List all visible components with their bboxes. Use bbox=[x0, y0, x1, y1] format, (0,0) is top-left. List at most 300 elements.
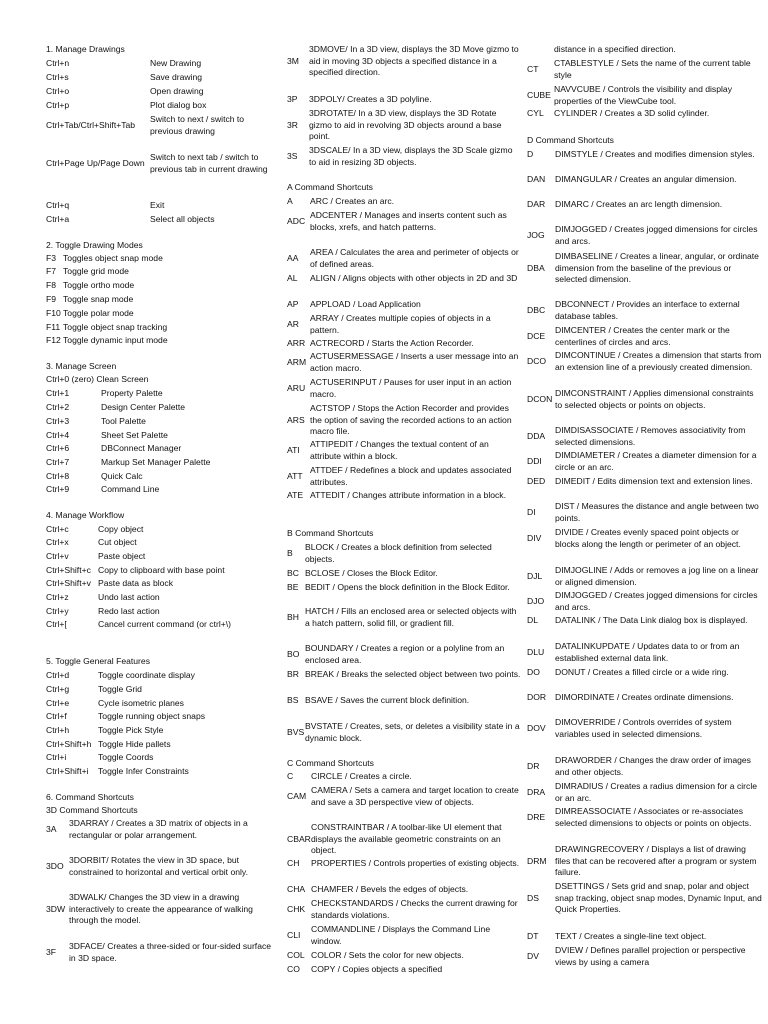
shortcut-key: BE bbox=[287, 582, 299, 592]
shortcut-row bbox=[527, 325, 763, 348]
shortcut-description: BVSTATE / Creates, sets, or deletes a visibility state in a dynamic block. bbox=[305, 721, 520, 743]
shortcut-description: ACTSTOP / Stops the Action Recorder and provides the option of saving the recorded actions to an action macro file. bbox=[310, 403, 512, 437]
shortcut-key: DRM bbox=[527, 855, 547, 866]
shortcut-description: Save drawing bbox=[150, 72, 203, 82]
shortcut-row bbox=[527, 717, 763, 740]
shortcut-row bbox=[287, 439, 521, 462]
shortcut-key: CAM bbox=[287, 790, 307, 801]
shortcut-description: DSETTINGS / Sets grid and snap, polar and object snap tracking, object snap modes, Dynamic Input, and Quick Properties. bbox=[555, 881, 762, 915]
shortcut-row bbox=[46, 941, 272, 964]
shortcut-description: CIRCLE / Creates a circle. bbox=[311, 771, 412, 781]
shortcut-row bbox=[287, 721, 521, 744]
shortcut-key: DT bbox=[527, 931, 539, 941]
shortcut-key: Ctrl+d bbox=[46, 670, 70, 680]
shortcut-key: Ctrl+n bbox=[46, 58, 70, 68]
shortcut-key: CBAR bbox=[287, 833, 311, 844]
shortcut-key: Ctrl+z bbox=[46, 592, 69, 602]
section-heading: A Command Shortcuts bbox=[287, 182, 373, 192]
shortcut-key: DCE bbox=[527, 330, 546, 341]
shortcut-row bbox=[527, 388, 763, 411]
shortcut-row bbox=[46, 524, 272, 536]
shortcut-description: CHAMFER / Bevels the edges of objects. bbox=[311, 884, 469, 894]
shortcut-key: DAN bbox=[527, 174, 546, 184]
shortcut-row bbox=[527, 58, 763, 81]
shortcut-key: ARU bbox=[287, 382, 306, 393]
shortcut-row bbox=[527, 781, 763, 804]
shortcut-description: DBConnect Manager bbox=[101, 443, 182, 453]
shortcut-row bbox=[527, 199, 763, 211]
shortcut-row bbox=[46, 537, 272, 549]
shortcut-key: AP bbox=[287, 299, 299, 309]
shortcut-row bbox=[46, 606, 272, 618]
shortcut-key: DR bbox=[527, 760, 540, 771]
shortcut-row bbox=[287, 313, 521, 336]
shortcut-key: Ctrl+a bbox=[46, 214, 70, 224]
shortcut-row bbox=[287, 582, 521, 594]
shortcut-key: Ctrl+4 bbox=[46, 430, 70, 440]
shortcut-description: ARC / Creates an arc. bbox=[310, 196, 395, 206]
shortcut-row bbox=[287, 145, 521, 168]
shortcut-description: HATCH / Fills an enclosed area or selected objects with a hatch pattern, solid fill, or gradient fill. bbox=[305, 606, 517, 628]
shortcut-row bbox=[46, 335, 272, 347]
shortcut-key: AR bbox=[287, 318, 299, 329]
shortcut-key: 3P bbox=[287, 94, 298, 104]
shortcut-row bbox=[46, 565, 272, 577]
shortcut-description: Toggle Pick Style bbox=[98, 725, 164, 735]
shortcut-row bbox=[527, 108, 763, 120]
shortcut-row bbox=[527, 667, 763, 679]
shortcut-key: CH bbox=[287, 858, 300, 868]
shortcut-key: ARM bbox=[287, 356, 307, 367]
shortcut-row bbox=[287, 898, 521, 921]
shortcut-description: ADCENTER / Manages and inserts content such as blocks, xrefs, and hatch patterns. bbox=[310, 210, 507, 232]
shortcut-key: CLI bbox=[287, 929, 301, 940]
shortcut-key: Ctrl+g bbox=[46, 684, 70, 694]
shortcut-key: C bbox=[287, 771, 294, 781]
shortcut-description: COPY / Copies objects a specified bbox=[311, 964, 443, 974]
shortcut-key: Ctrl+i bbox=[46, 752, 67, 762]
shortcut-description: DBCONNECT / Provides an interface to external database tables. bbox=[555, 299, 740, 321]
shortcut-key: DDI bbox=[527, 455, 542, 466]
shortcut-description: BREAK / Breaks the selected object between two points. bbox=[305, 669, 521, 679]
shortcut-key: F3 bbox=[46, 253, 57, 263]
shortcut-key: ARR bbox=[287, 338, 306, 348]
shortcut-description: BLOCK / Creates a block definition from selected objects. bbox=[305, 542, 492, 564]
shortcut-description: Toggle grid mode bbox=[63, 266, 129, 276]
shortcut-description: Quick Calc bbox=[101, 471, 143, 481]
shortcut-row bbox=[46, 711, 272, 723]
shortcut-row bbox=[287, 94, 521, 106]
shortcut-row bbox=[46, 152, 272, 175]
shortcut-description: ATTEDIT / Changes attribute information in a block. bbox=[310, 490, 506, 500]
shortcut-row bbox=[287, 210, 521, 233]
shortcut-key: BC bbox=[287, 568, 299, 578]
shortcut-description: BEDIT / Opens the block definition in the Block Editor. bbox=[305, 582, 510, 592]
shortcut-key: CHA bbox=[287, 884, 306, 894]
shortcut-description: Toggle ortho mode bbox=[63, 280, 135, 290]
shortcut-row bbox=[287, 643, 521, 666]
shortcut-description: Redo last action bbox=[98, 606, 160, 616]
shortcut-row bbox=[287, 338, 521, 350]
shortcut-row bbox=[287, 273, 521, 285]
shortcut-row bbox=[527, 945, 763, 968]
shortcut-key: Ctrl+c bbox=[46, 524, 69, 534]
shortcut-row bbox=[527, 350, 763, 373]
shortcut-description: 3DROTATE/ In a 3D view, displays the 3D Rotate gizmo to aid in revolving 3D objects around a base point. bbox=[309, 108, 502, 142]
shortcut-key: ATI bbox=[287, 444, 300, 455]
shortcut-row bbox=[46, 402, 272, 414]
shortcut-key: Ctrl+p bbox=[46, 100, 70, 110]
shortcut-key: Ctrl+v bbox=[46, 551, 69, 561]
shortcut-description: BCLOSE / Closes the Block Editor. bbox=[305, 568, 438, 578]
shortcut-description: 3DFACE/ Creates a three-sided or four-sided surface in 3D space. bbox=[69, 941, 272, 963]
shortcut-key: BS bbox=[287, 695, 299, 705]
shortcut-description: PROPERTIES / Controls properties of existing objects. bbox=[311, 858, 520, 868]
shortcut-description: Toggle object snap tracking bbox=[63, 322, 168, 332]
shortcut-key: Ctrl+h bbox=[46, 725, 70, 735]
shortcut-row bbox=[46, 308, 272, 320]
shortcut-row bbox=[527, 476, 763, 488]
shortcut-key: AL bbox=[287, 273, 298, 283]
shortcut-description: DRAWORDER / Changes the draw order of images and other objects. bbox=[555, 755, 751, 777]
section-heading: Ctrl+0 (zero) Clean Screen bbox=[46, 374, 149, 384]
shortcut-key: 3M bbox=[287, 55, 299, 66]
shortcut-key: DIV bbox=[527, 532, 542, 543]
shortcut-description: Open drawing bbox=[150, 86, 204, 96]
shortcut-description: DIMJOGLINE / Adds or removes a jog line on a linear or aligned dimension. bbox=[555, 565, 759, 587]
shortcut-description: DRAWINGRECOVERY / Displays a list of drawing files that can be recovered after a program or system failure. bbox=[555, 844, 757, 878]
shortcut-description: CYLINDER / Creates a 3D solid cylinder. bbox=[554, 108, 710, 118]
shortcut-row bbox=[46, 670, 272, 682]
section-heading: 3. Manage Screen bbox=[46, 361, 117, 371]
shortcut-description: ARRAY / Creates multiple copies of objects in a pattern. bbox=[310, 313, 491, 335]
shortcut-key: Ctrl+[ bbox=[46, 619, 67, 629]
shortcut-row bbox=[46, 457, 272, 469]
shortcut-key: DOR bbox=[527, 692, 547, 702]
shortcut-description: DIMEDIT / Edits dimension text and extension lines. bbox=[555, 476, 753, 486]
shortcut-key: CUBE bbox=[527, 89, 551, 100]
shortcut-description: Design Center Palette bbox=[101, 402, 186, 412]
shortcut-row bbox=[46, 294, 272, 306]
shortcut-row bbox=[287, 377, 521, 400]
shortcut-key: Ctrl+Shift+h bbox=[46, 739, 92, 749]
shortcut-description: DATALINK / The Data Link dialog box is displayed. bbox=[555, 615, 748, 625]
shortcut-key: D bbox=[527, 149, 534, 159]
shortcut-key: DBC bbox=[527, 304, 546, 315]
shortcut-key: Ctrl+Shift+i bbox=[46, 766, 89, 776]
shortcut-row bbox=[46, 58, 272, 70]
shortcut-key: 3DW bbox=[46, 903, 66, 914]
shortcut-key: DCON bbox=[527, 393, 553, 404]
shortcut-description: distance in a specified direction. bbox=[554, 44, 676, 54]
shortcut-row bbox=[527, 931, 763, 943]
shortcut-key: Ctrl+1 bbox=[46, 388, 70, 398]
shortcut-row bbox=[46, 484, 272, 496]
shortcut-key: DDA bbox=[527, 430, 546, 441]
shortcut-key: ATT bbox=[287, 470, 303, 481]
shortcut-description: DIMBASELINE / Creates a linear, angular, or ordinate dimension from the baseline of the previous or selected dimension. bbox=[555, 251, 759, 285]
shortcut-key: F12 bbox=[46, 335, 61, 345]
shortcut-description: DIMREASSOCIATE / Associates or re-associates selected dimensions to objects or points on objects. bbox=[555, 806, 752, 828]
shortcut-key: CO bbox=[287, 964, 300, 974]
shortcut-description: ACTRECORD / Starts the Action Recorder. bbox=[310, 338, 474, 348]
shortcut-row bbox=[527, 224, 763, 247]
shortcut-row bbox=[287, 542, 521, 565]
shortcut-key: COL bbox=[287, 950, 305, 960]
shortcut-key: 3F bbox=[46, 946, 57, 957]
shortcut-description: ALIGN / Aligns objects with other objects in 2D and 3D bbox=[310, 273, 518, 283]
shortcut-key: B bbox=[287, 547, 293, 558]
shortcut-key: Ctrl+q bbox=[46, 200, 70, 210]
shortcut-row bbox=[527, 425, 763, 448]
shortcut-row bbox=[287, 858, 521, 870]
shortcut-key: BVS bbox=[287, 726, 305, 737]
shortcut-key: AA bbox=[287, 252, 299, 263]
shortcut-description: Cut object bbox=[98, 537, 137, 547]
shortcut-row bbox=[527, 251, 763, 286]
shortcut-description: COMMANDLINE / Displays the Command Line window. bbox=[311, 924, 491, 946]
shortcut-description: DIMCONTINUE / Creates a dimension that starts from an extension line of a previously created dimension. bbox=[555, 350, 762, 372]
shortcut-key: DRE bbox=[527, 811, 546, 822]
shortcut-row bbox=[46, 388, 272, 400]
shortcut-key: Ctrl+3 bbox=[46, 416, 70, 426]
shortcut-row bbox=[46, 322, 272, 334]
shortcut-description: Cancel current command (or ctrl+\) bbox=[98, 619, 232, 629]
section-heading: C Command Shortcuts bbox=[287, 758, 374, 768]
shortcut-key: CHK bbox=[287, 903, 306, 914]
shortcut-row bbox=[46, 818, 272, 841]
shortcut-row bbox=[287, 247, 521, 270]
shortcut-description: Undo last action bbox=[98, 592, 160, 602]
shortcut-description: New Drawing bbox=[150, 58, 202, 68]
shortcut-key: F10 bbox=[46, 308, 61, 318]
shortcut-row bbox=[46, 892, 272, 927]
shortcut-row bbox=[46, 266, 272, 278]
shortcut-description: Tool Palette bbox=[101, 416, 146, 426]
shortcut-key: Ctrl+Page Up/Page Down bbox=[46, 157, 145, 168]
shortcut-key: Ctrl+Tab/Ctrl+Shift+Tab bbox=[46, 119, 136, 130]
shortcut-key: Ctrl+6 bbox=[46, 443, 70, 453]
shortcut-row bbox=[527, 692, 763, 704]
shortcut-row bbox=[46, 739, 272, 751]
shortcut-row bbox=[46, 698, 272, 710]
shortcut-key: Ctrl+Shift+c bbox=[46, 565, 91, 575]
shortcut-key: DRA bbox=[527, 786, 546, 797]
shortcut-description: Copy to clipboard with base point bbox=[98, 565, 225, 575]
shortcut-row bbox=[287, 108, 521, 143]
shortcut-row bbox=[287, 822, 521, 857]
shortcut-description: COLOR / Sets the color for new objects. bbox=[311, 950, 464, 960]
shortcut-description: 3DSCALE/ In a 3D view, displays the 3D Scale gizmo to aid in resizing 3D objects. bbox=[309, 145, 513, 167]
shortcut-key: BR bbox=[287, 669, 299, 679]
shortcut-row bbox=[46, 578, 272, 590]
shortcut-description: BOUNDARY / Creates a region or a polyline from an enclosed area. bbox=[305, 643, 505, 665]
shortcut-description: Markup Set Manager Palette bbox=[101, 457, 211, 467]
shortcut-description: DIMCONSTRAINT / Applies dimensional constraints to selected objects or points on objects. bbox=[555, 388, 754, 410]
shortcut-row bbox=[287, 403, 521, 438]
shortcut-row bbox=[527, 450, 763, 473]
shortcut-key: Ctrl+o bbox=[46, 86, 70, 96]
shortcut-key: DAR bbox=[527, 199, 546, 209]
shortcut-description: 3DMOVE/ In a 3D view, displays the 3D Move gizmo to aid in moving 3D objects a specified distance in a specified direction. bbox=[309, 44, 519, 78]
section-heading: 4. Manage Workflow bbox=[46, 510, 125, 520]
shortcut-description: DIMARC / Creates an arc length dimension. bbox=[555, 199, 723, 209]
shortcut-description: DIMRADIUS / Creates a radius dimension for a circle or an arc. bbox=[555, 781, 758, 803]
shortcut-key: Ctrl+e bbox=[46, 698, 70, 708]
shortcut-key: Ctrl+x bbox=[46, 537, 69, 547]
shortcut-key: BH bbox=[287, 611, 299, 622]
shortcut-description: CONSTRAINTBAR / A toolbar-like UI element that displays the available geometric constraints on an object. bbox=[311, 822, 502, 856]
shortcut-key: Ctrl+y bbox=[46, 606, 69, 616]
shortcut-description: Paste data as block bbox=[98, 578, 174, 588]
shortcut-description: DIMSTYLE / Creates and modifies dimension styles. bbox=[555, 149, 755, 159]
shortcut-key: DOV bbox=[527, 722, 546, 733]
shortcut-row bbox=[527, 615, 763, 627]
shortcut-description: Toggle coordinate display bbox=[98, 670, 195, 680]
shortcut-key: CYL bbox=[527, 108, 544, 118]
shortcut-row bbox=[46, 114, 272, 137]
shortcut-description: DVIEW / Defines parallel projection or perspective views by using a camera bbox=[555, 945, 746, 967]
shortcut-description: Cycle isometric planes bbox=[98, 698, 184, 708]
shortcut-description: Copy object bbox=[98, 524, 144, 534]
shortcut-description: DIMOVERRIDE / Controls overrides of system variables used in selected dimensions. bbox=[555, 717, 732, 739]
shortcut-key: F9 bbox=[46, 294, 57, 304]
shortcut-row bbox=[287, 351, 521, 374]
shortcut-key: 3A bbox=[46, 823, 57, 834]
shortcut-description: BSAVE / Saves the current block definition. bbox=[305, 695, 470, 705]
shortcut-row bbox=[527, 755, 763, 778]
shortcut-description: 3DWALK/ Changes the 3D view in a drawing interactively to create the appearance of walking through the model. bbox=[69, 892, 253, 926]
shortcut-row bbox=[527, 84, 763, 107]
shortcut-row bbox=[46, 214, 272, 226]
shortcut-key: Ctrl+9 bbox=[46, 484, 70, 494]
shortcut-description: CHECKSTANDARDS / Checks the current drawing for standards violations. bbox=[311, 898, 518, 920]
shortcut-key: A bbox=[287, 196, 293, 206]
shortcut-row bbox=[46, 430, 272, 442]
shortcut-key: DI bbox=[527, 506, 536, 517]
shortcut-description: Command Line bbox=[101, 484, 160, 494]
shortcut-description: CAMERA / Sets a camera and target location to create and save a 3D perspective view of objects. bbox=[311, 785, 519, 807]
shortcut-description: Toggle Coords bbox=[98, 752, 154, 762]
shortcut-key: DO bbox=[527, 667, 540, 677]
shortcut-row bbox=[527, 881, 763, 916]
shortcut-description: DIMDISASSOCIATE / Removes associativity from selected dimensions. bbox=[555, 425, 746, 447]
shortcut-description: APPLOAD / Load Application bbox=[310, 299, 421, 309]
shortcut-row bbox=[287, 490, 521, 502]
shortcut-description: Switch to next tab / switch to previous tab in current drawing bbox=[150, 152, 268, 174]
section-heading: 5. Toggle General Features bbox=[46, 656, 150, 666]
shortcut-description: Toggle polar mode bbox=[63, 308, 134, 318]
shortcut-row bbox=[287, 950, 521, 962]
shortcut-row bbox=[527, 149, 763, 161]
shortcut-description: Toggle snap mode bbox=[63, 294, 134, 304]
shortcut-row bbox=[287, 964, 521, 976]
shortcut-row bbox=[527, 174, 763, 186]
shortcut-row bbox=[527, 565, 763, 588]
shortcut-row bbox=[287, 695, 521, 707]
shortcut-description: NAVVCUBE / Controls the visibility and display properties of the ViewCube tool. bbox=[554, 84, 732, 106]
shortcut-description: DATALINKUPDATE / Updates data to or from an established external data link. bbox=[555, 641, 740, 663]
shortcut-row bbox=[287, 884, 521, 896]
shortcut-row bbox=[527, 44, 763, 56]
shortcut-key: ATE bbox=[287, 490, 304, 500]
shortcut-row bbox=[46, 725, 272, 737]
shortcut-row bbox=[527, 501, 763, 524]
shortcut-description: Paste object bbox=[98, 551, 146, 561]
section-heading: 3D Command Shortcuts bbox=[46, 805, 138, 815]
shortcut-description: DIMDIAMETER / Creates a diameter dimension for a circle or an arc. bbox=[555, 450, 757, 472]
shortcut-row bbox=[287, 299, 521, 311]
shortcut-description: Toggles object snap mode bbox=[63, 253, 163, 263]
shortcut-key: DED bbox=[527, 476, 546, 486]
shortcut-description: AREA / Calculates the area and perimeter of objects or of defined areas. bbox=[310, 247, 519, 269]
shortcut-description: Plot dialog box bbox=[150, 100, 207, 110]
shortcut-description: DIMJOGGED / Creates jogged dimensions for circles and arcs. bbox=[555, 590, 758, 612]
shortcut-key: Ctrl+f bbox=[46, 711, 67, 721]
shortcut-description: ATTIPEDIT / Changes the textual content of an attribute within a block. bbox=[310, 439, 489, 461]
section-heading: 6. Command Shortcuts bbox=[46, 792, 134, 802]
shortcut-row bbox=[46, 280, 272, 292]
shortcut-row bbox=[287, 196, 521, 208]
shortcut-description: Toggle running object snaps bbox=[98, 711, 206, 721]
shortcut-description: ACTUSERINPUT / Pauses for user input in an action macro. bbox=[310, 377, 512, 399]
shortcut-description: Toggle Grid bbox=[98, 684, 142, 694]
shortcut-description: DIMCENTER / Creates the center mark or the centerlines of circles and arcs. bbox=[555, 325, 730, 347]
shortcut-description: DIMJOGGED / Creates jogged dimensions for circles and arcs. bbox=[555, 224, 758, 246]
shortcut-description: Toggle dynamic input mode bbox=[63, 335, 168, 345]
shortcut-description: CTABLESTYLE / Sets the name of the current table style bbox=[554, 58, 751, 80]
shortcut-key: DL bbox=[527, 615, 538, 625]
shortcut-key: DBA bbox=[527, 262, 545, 273]
shortcut-key: Ctrl+s bbox=[46, 72, 69, 82]
shortcut-row bbox=[287, 606, 521, 629]
shortcut-row bbox=[46, 200, 272, 212]
shortcut-key: Ctrl+7 bbox=[46, 457, 70, 467]
shortcut-key: DCO bbox=[527, 355, 547, 366]
shortcut-row bbox=[46, 551, 272, 563]
shortcut-key: Ctrl+2 bbox=[46, 402, 70, 412]
shortcut-row bbox=[527, 844, 763, 879]
shortcut-row bbox=[287, 568, 521, 580]
shortcut-key: DS bbox=[527, 892, 539, 903]
section-heading: B Command Shortcuts bbox=[287, 528, 374, 538]
shortcut-key: BO bbox=[287, 648, 300, 659]
shortcut-key: DJO bbox=[527, 595, 545, 606]
section-heading: D Command Shortcuts bbox=[527, 135, 614, 145]
shortcut-key: F7 bbox=[46, 266, 57, 276]
shortcut-key: 3S bbox=[287, 150, 298, 161]
shortcut-description: DIST / Measures the distance and angle between two points. bbox=[555, 501, 759, 523]
shortcut-row bbox=[287, 785, 521, 808]
shortcut-description: Toggle Infer Constraints bbox=[98, 766, 189, 776]
shortcut-row bbox=[527, 527, 763, 550]
shortcut-key: ADC bbox=[287, 215, 306, 226]
shortcut-key: DLU bbox=[527, 646, 545, 657]
shortcut-row bbox=[46, 855, 272, 878]
shortcut-key: JOG bbox=[527, 229, 545, 240]
shortcut-description: DONUT / Creates a filled circle or a wide ring. bbox=[555, 667, 729, 677]
shortcut-row bbox=[527, 806, 763, 829]
shortcut-row bbox=[46, 253, 272, 265]
shortcut-description: 3DARRAY / Creates a 3D matrix of objects in a rectangular or polar arrangement. bbox=[69, 818, 248, 840]
shortcut-description: Property Palette bbox=[101, 388, 163, 398]
section-heading: 1. Manage Drawings bbox=[46, 44, 125, 54]
shortcut-row bbox=[527, 299, 763, 322]
shortcut-row bbox=[527, 590, 763, 613]
shortcut-description: ACTUSERMESSAGE / Inserts a user message into an action macro. bbox=[310, 351, 519, 373]
shortcut-key: F11 bbox=[46, 322, 61, 332]
shortcut-description: 3DORBIT/ Rotates the view in 3D space, but constrained to horizontal and vertical orbit only. bbox=[69, 855, 248, 877]
